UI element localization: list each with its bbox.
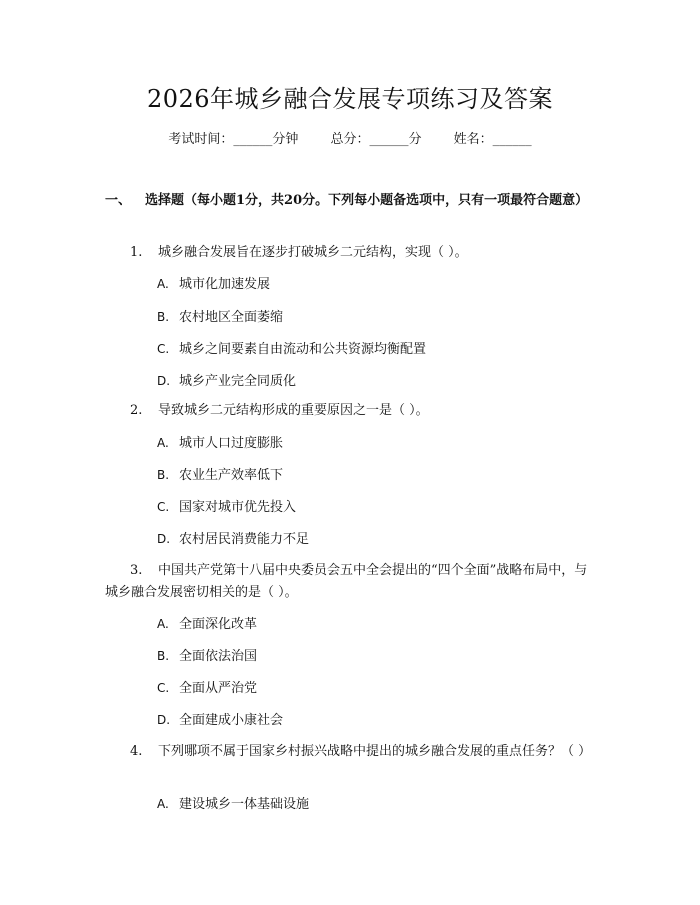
question-4-option-a: [157, 793, 597, 816]
question-2-option-d: [157, 528, 597, 551]
question-3-option-c: [157, 677, 597, 700]
question-2-option-b: [157, 464, 597, 487]
question-text: 导致城乡二元结构形成的重要原因之一是（ ）。: [158, 403, 429, 418]
document-title: 2026年城乡融合发展专项练习及答案: [146, 85, 554, 113]
option-text: 国家对城市优先投入: [179, 500, 297, 515]
question-3-option-a: [157, 613, 597, 636]
option-text: 农业生产效率低下: [179, 468, 284, 483]
option-letter: C.: [157, 500, 170, 514]
option-letter: B.: [157, 649, 170, 663]
question-text: 下列哪项不属于国家乡村振兴战略中提出的城乡融合发展的重点任务？（ ）: [158, 744, 592, 759]
section-heading-text: 选择题（每小题1分，共20分。下列每小题备选项中，只有一项最符合题意）: [145, 193, 589, 208]
section-heading: [105, 190, 595, 212]
question-number: 2.: [130, 403, 143, 418]
question-4: [105, 741, 595, 763]
option-text: 农村地区全面萎缩: [179, 310, 284, 325]
section-number: 一、: [105, 193, 132, 208]
question-1: [105, 242, 595, 264]
option-text: 城市人口过度膨胀: [179, 436, 284, 451]
question-1-option-c: [157, 338, 597, 361]
question-2: [105, 400, 595, 422]
option-text: 城乡产业完全同质化: [179, 374, 297, 389]
option-text: 全面建成小康社会: [179, 713, 284, 728]
question-3: [105, 560, 595, 604]
question-3-option-d: [157, 709, 597, 732]
option-text: 农村居民消费能力不足: [179, 532, 310, 547]
question-1-option-a: [157, 273, 597, 296]
option-letter: A.: [157, 436, 169, 450]
option-letter: B.: [157, 310, 170, 324]
option-letter: B.: [157, 468, 170, 482]
option-letter: A.: [157, 797, 169, 811]
question-number: 1.: [130, 245, 143, 260]
option-text: 全面从严治党: [179, 681, 258, 696]
question-number: 3.: [130, 563, 143, 578]
question-text: 城乡融合发展旨在逐步打破城乡二元结构，实现（ ）。: [158, 245, 468, 260]
option-letter: C.: [157, 681, 170, 695]
option-letter: C.: [157, 342, 170, 356]
question-2-option-c: [157, 496, 597, 519]
total-score-field: 总分：______分: [330, 132, 422, 147]
student-name-field: 姓名：______: [453, 132, 532, 147]
question-1-option-b: [157, 306, 597, 329]
question-2-option-a: [157, 432, 597, 455]
option-text: 城乡之间要素自由流动和公共资源均衡配置: [179, 342, 427, 357]
option-letter: D.: [157, 713, 171, 727]
option-letter: D.: [157, 532, 171, 546]
question-text: 中国共产党第十八届中央委员会五中全会提出的“四个全面”战略布局中，与城乡融合发展密切相关的是（ ）。: [105, 563, 588, 600]
question-1-option-d: [157, 370, 597, 393]
exam-time-field: 考试时间：______分钟: [168, 132, 299, 147]
option-text: 城市化加速发展: [179, 277, 271, 292]
exam-meta-line: [0, 130, 700, 150]
option-text: 全面依法治国: [179, 649, 258, 664]
option-letter: A.: [157, 277, 169, 291]
question-number: 4.: [130, 744, 143, 759]
option-text: 建设城乡一体基础设施: [179, 797, 310, 812]
option-text: 全面深化改革: [179, 617, 258, 632]
question-3-option-b: [157, 645, 597, 668]
option-letter: A.: [157, 617, 169, 631]
option-letter: D.: [157, 374, 171, 388]
